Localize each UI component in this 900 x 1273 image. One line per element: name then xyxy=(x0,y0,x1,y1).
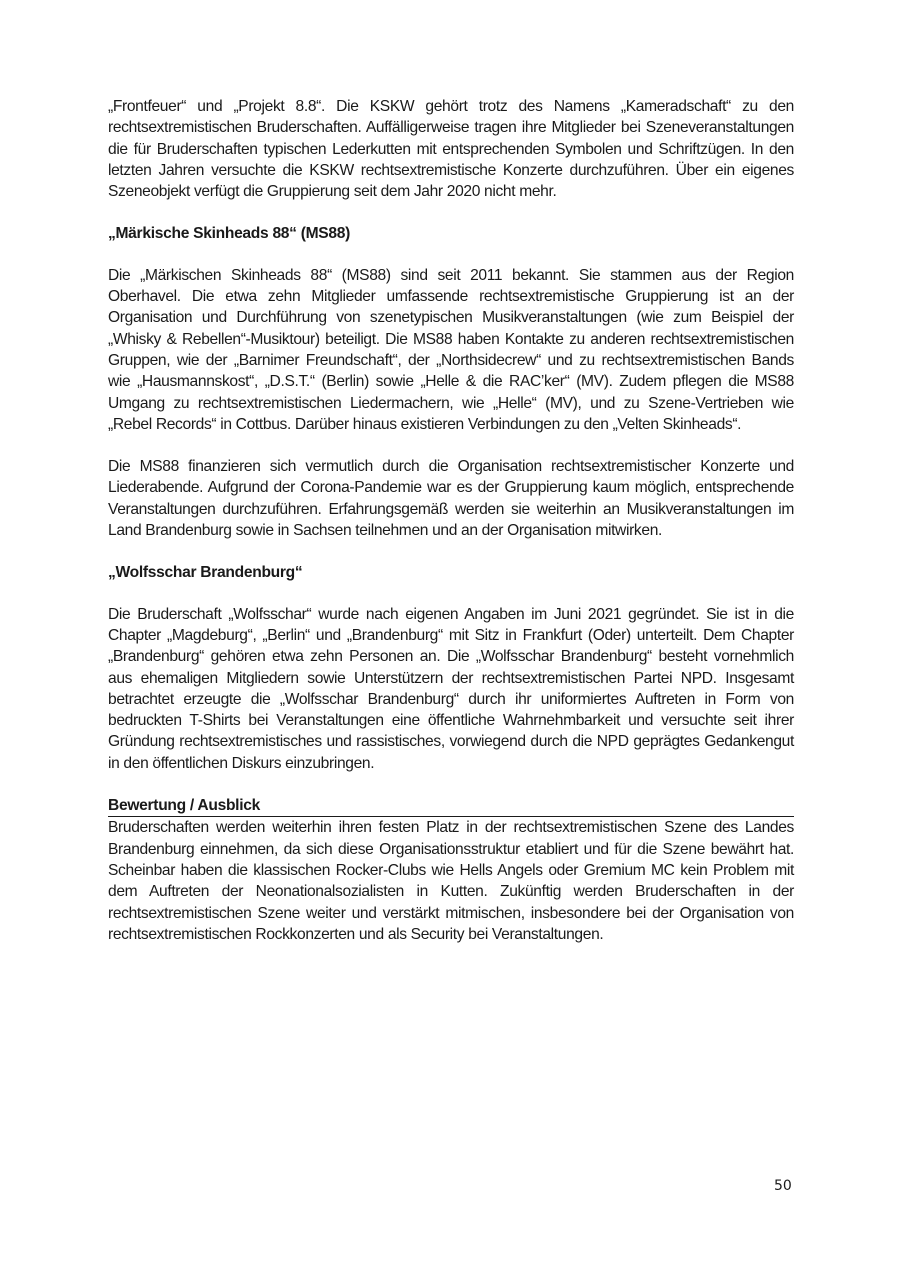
paragraph-ms88-overview: Die „Märkischen Skinheads 88“ (MS88) sind seit 2011 bekannt. Sie stammen aus der Region Oberhavel. Die etwa zehn Mitglieder umfassende rechtsextremistische Gruppierung ist an der Organisation und Durchführung von szenetypischen Musikveranstaltungen (wie zum Beispiel der „Whisky & Rebellen“-Musiktour) beteiligt. Die MS88 haben Kontakte zu anderen rechtsextremistischen Gruppen, wie der „Barnimer Freundschaft“, der „Northsidecrew“ und zu rechtsextremistischen Bands wie „Hausmannskost“, „D.S.T.“ (Berlin) sowie „Helle & die RAC’ker“ (MV). Zudem pflegen die MS88 Umgang zu rechtsextremistischen Liedermachern, wie „Helle“ (MV), und zu Szene-Vertrieben wie „Rebel Records“ in Cottbus. Darüber hinaus existieren Verbindungen zu den „Velten Skinheads“. xyxy=(108,266,794,433)
paragraph-bewertung: Bruderschaften werden weiterhin ihren festen Platz in der rechtsextremistischen Szene des Landes Brandenburg einnehmen, da sich diese Organisationsstruktur etabliert und für die Szene bewährt hat. Scheinbar haben die klassischen Rocker-Clubs wie Hells Angels oder Gremium MC kein Problem mit dem Auftreten der Neonationalsozialisten in Kutten. Zukünftig werden Bruderschaften in der rechtsextremistischen Szene weiter und verstärkt mitmischen, insbesondere bei der Organisation von rechtsextremistischen Rockkonzerten und als Security bei Veranstaltungen. xyxy=(108,819,794,943)
paragraph-kskw-continued: „Frontfeuer“ und „Projekt 8.8“. Die KSKW gehört trotz des Namens „Kameradschaft“ zu den rechtsextremistischen Bruderschaften. Auffälligerweise tragen ihre Mitglieder bei Szeneveranstaltungen die für Bruderschaften typischen Lederkutten mit entsprechenden Symbolen und Schriftzügen. In den letzten Jahren versuchte die KSKW rechtsextremistische Konzerte durchzuführen. Über ein eigenes Szeneobjekt verfügt die Gruppierung seit dem Jahr 2020 nicht mehr. xyxy=(108,98,794,201)
heading-ms88: „Märkische Skinheads 88“ (MS88) xyxy=(108,225,351,243)
document-page xyxy=(108,96,794,945)
paragraph-ms88-financing: Die MS88 finanzieren sich vermutlich durch die Organisation rechtsextremistischer Konzerte und Liederabende. Aufgrund der Corona-Pandemie war es der Gruppierung kaum möglich, entsprechende Veranstaltungen durchzuführen. Erfahrungsgemäß werden sie weiterhin an Musikveranstaltungen im Land Brandenburg sowie in Sachsen teilnehmen und an der Organisation mitwirken. xyxy=(108,458,794,540)
paragraph-wolfsschar: Die Bruderschaft „Wolfsschar“ wurde nach eigenen Angaben im Juni 2021 gegründet. Sie ist in die Chapter „Magdeburg“, „Berlin“ und „Brandenburg“ mit Sitz in Frankfurt (Oder) unterteilt. Dem Chapter „Brandenburg“ gehören etwa zehn Personen an. Die „Wolfsschar Brandenburg“ besteht vornehmlich aus ehemaligen Mitgliedern sowie Unterstützern der rechtsextremistischen Partei NPD. Insgesamt betrachtet erzeugte die „Wolfsschar Brandenburg“ durch ihr uniformiertes Auftreten in Form von bedruckten T-Shirts bei Veranstaltungen eine öffentliche Wahrnehmbarkeit und versuchte seit ihrer Gründung rechtsextremistisches und rassistisches, vorwiegend durch die NPD geprägtes Gedankengut in den öffentlichen Diskurs einzubringen. xyxy=(108,605,794,772)
page-number: 50 xyxy=(774,1178,792,1194)
heading-wolfsschar: „Wolfsschar Brandenburg“ xyxy=(108,564,303,582)
heading-bewertung-ausblick: Bewertung / Ausblick xyxy=(108,795,794,817)
